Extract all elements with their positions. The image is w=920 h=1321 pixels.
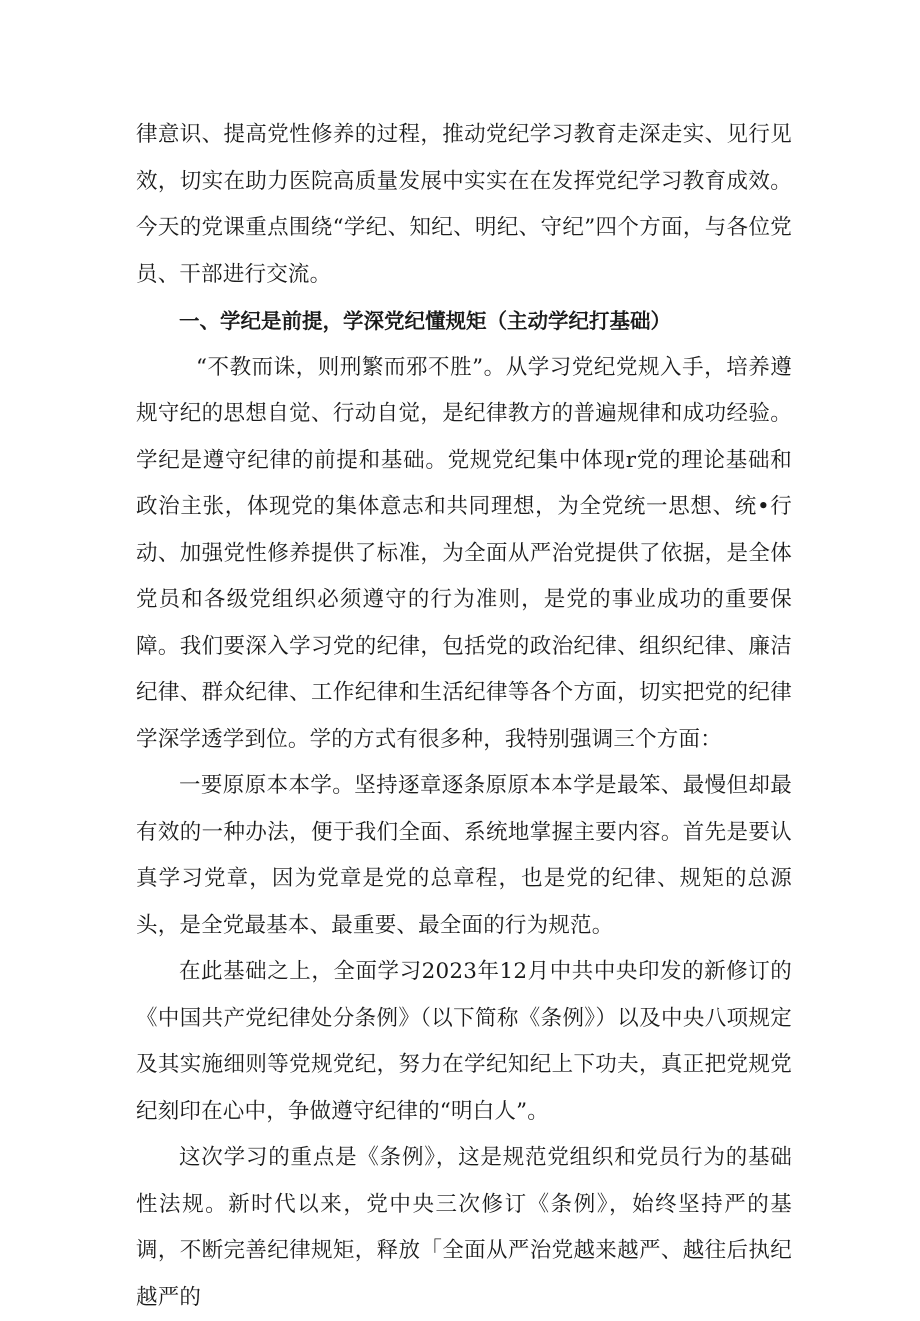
body-paragraph: “不教而诛，则刑繁而邪不胜”。从学习党纪党规入手，培养遵规守纪的思想自觉、行动自觉，是纪律教方的普遍规律和成功经验。学纪是遵守纪律的前提和基础。党规党纪集中体现r党的理论基础和政治主张，体现党的集体意志和共同理想，为全党统一思想、统•行动、加强党性修养提供了标准，为全面从严治党提供了依据，是全体党员和各级党组织必须遵守的行为准则，是党的事业成功的重要保障。我们要深入学习党的纪律，包括党的政治纪律、组织纪律、廉洁纪律、群众纪律、工作纪律和生活纪律等各个方面，切实把党的纪律学深学透学到位。学的方式有很多种，我特别强调三个方面： bbox=[136, 354, 792, 752]
body-paragraph: 律意识、提高党性修养的过程，推动党纪学习教育走深走实、见行见效，切实在助力医院高质量发展中实实在在发挥党纪学习教育成效。今天的党课重点围绕“学纪、知纪、明纪、守纪”四个方面，与各位党员、干部进行交流。 bbox=[136, 122, 792, 287]
body-paragraph: 一要原原本本学。坚持逐章逐条原原本本学是最笨、最慢但却最有效的一种办法，便于我们全面、系统地掌握主要内容。首先是要认真学习党章，因为党章是党的总章程，也是党的纪律、规矩的总源头，是全党最基本、最重要、最全面的行为规范。 bbox=[136, 773, 792, 938]
section-heading: 一、学纪是前提，学深党纪懂规矩（主动学纪打基础） bbox=[179, 309, 671, 333]
document-page bbox=[136, 112, 792, 1321]
body-paragraph: 在此基础之上，全面学习2023年12月中共中央印发的新修订的《中国共产党纪律处分条例》（以下简称《条例》）以及中央八项规定及其实施细则等党规党纪，努力在学纪知纪上下功夫，真正把党规党纪刻印在心中，争做遵守纪律的“明白人”。 bbox=[136, 959, 792, 1124]
body-paragraph: 这次学习的重点是《条例》，这是规范党组织和党员行为的基础性法规。新时代以来，党中央三次修订《条例》，始终坚持严的基调，不断完善纪律规矩，释放「全面从严治党越来越严、越往后执纪越严的 bbox=[136, 1145, 792, 1310]
